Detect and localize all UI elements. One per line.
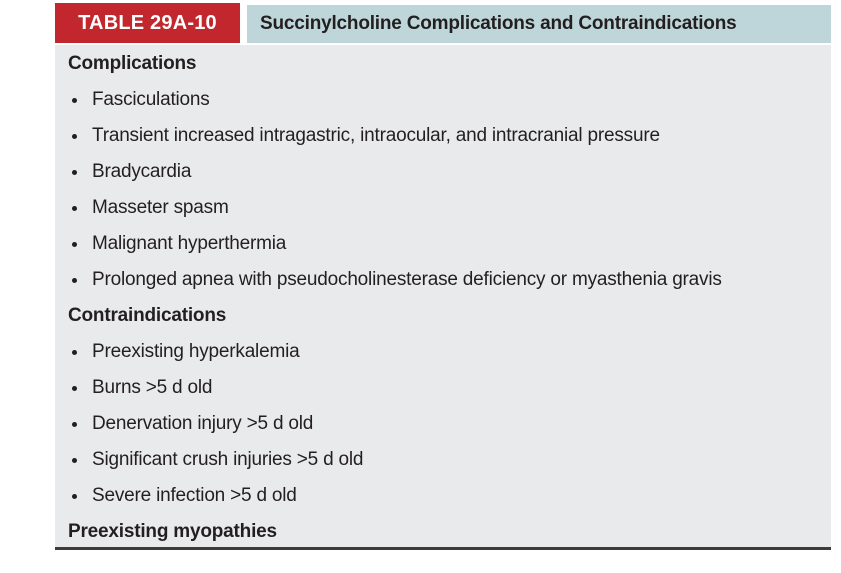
list-item — [55, 442, 831, 478]
bullet-marker — [72, 170, 92, 175]
bullet-marker — [72, 422, 92, 427]
list-item-label: Prolonged apnea with pseudocholinesterase deficiency or myasthenia gravis — [92, 269, 722, 290]
bullet-marker — [72, 134, 92, 139]
list-item-label: Significant crush injuries >5 d old — [92, 449, 364, 470]
section-heading-contraindications — [55, 298, 831, 334]
list-item — [55, 226, 831, 262]
list-item — [55, 262, 831, 298]
list-item — [55, 478, 831, 514]
list-item-label: Denervation injury >5 d old — [92, 413, 314, 434]
table-title: Succinylcholine Complications and Contraindications — [260, 13, 737, 34]
bullet-marker — [72, 494, 92, 499]
section-heading-label: Contraindications — [68, 305, 227, 326]
list-item — [55, 82, 831, 118]
list-item — [55, 190, 831, 226]
bullet-marker — [72, 98, 92, 103]
section-heading-label: Preexisting myopathies — [68, 521, 277, 542]
table-figure — [55, 3, 831, 550]
list-item — [55, 406, 831, 442]
list-item-label: Masseter spasm — [92, 197, 229, 218]
table-title-bar — [247, 5, 831, 43]
section-heading-preexisting-myopathies — [55, 514, 831, 550]
section-heading-complications — [55, 46, 831, 82]
list-item — [55, 118, 831, 154]
table-body — [55, 45, 831, 550]
list-item-label: Severe infection >5 d old — [92, 485, 297, 506]
bullet-marker — [72, 386, 92, 391]
list-item-label: Bradycardia — [92, 161, 192, 182]
list-item — [55, 370, 831, 406]
list-item-label: Malignant hyperthermia — [92, 233, 287, 254]
bullet-marker — [72, 350, 92, 355]
list-item-label: Preexisting hyperkalemia — [92, 341, 300, 362]
table-number-label: TABLE 29A-10 — [78, 11, 217, 34]
list-item-label: Transient increased intragastric, intraocular, and intracranial pressure — [92, 125, 660, 146]
bullet-marker — [72, 242, 92, 247]
bullet-marker — [72, 458, 92, 463]
list-item — [55, 334, 831, 370]
list-item — [55, 154, 831, 190]
table-number-badge — [55, 3, 240, 43]
list-item-label: Burns >5 d old — [92, 377, 213, 398]
bullet-marker — [72, 206, 92, 211]
list-item-label: Fasciculations — [92, 89, 210, 110]
section-heading-label: Complications — [68, 53, 197, 74]
table-header — [55, 3, 831, 45]
bullet-marker — [72, 278, 92, 283]
